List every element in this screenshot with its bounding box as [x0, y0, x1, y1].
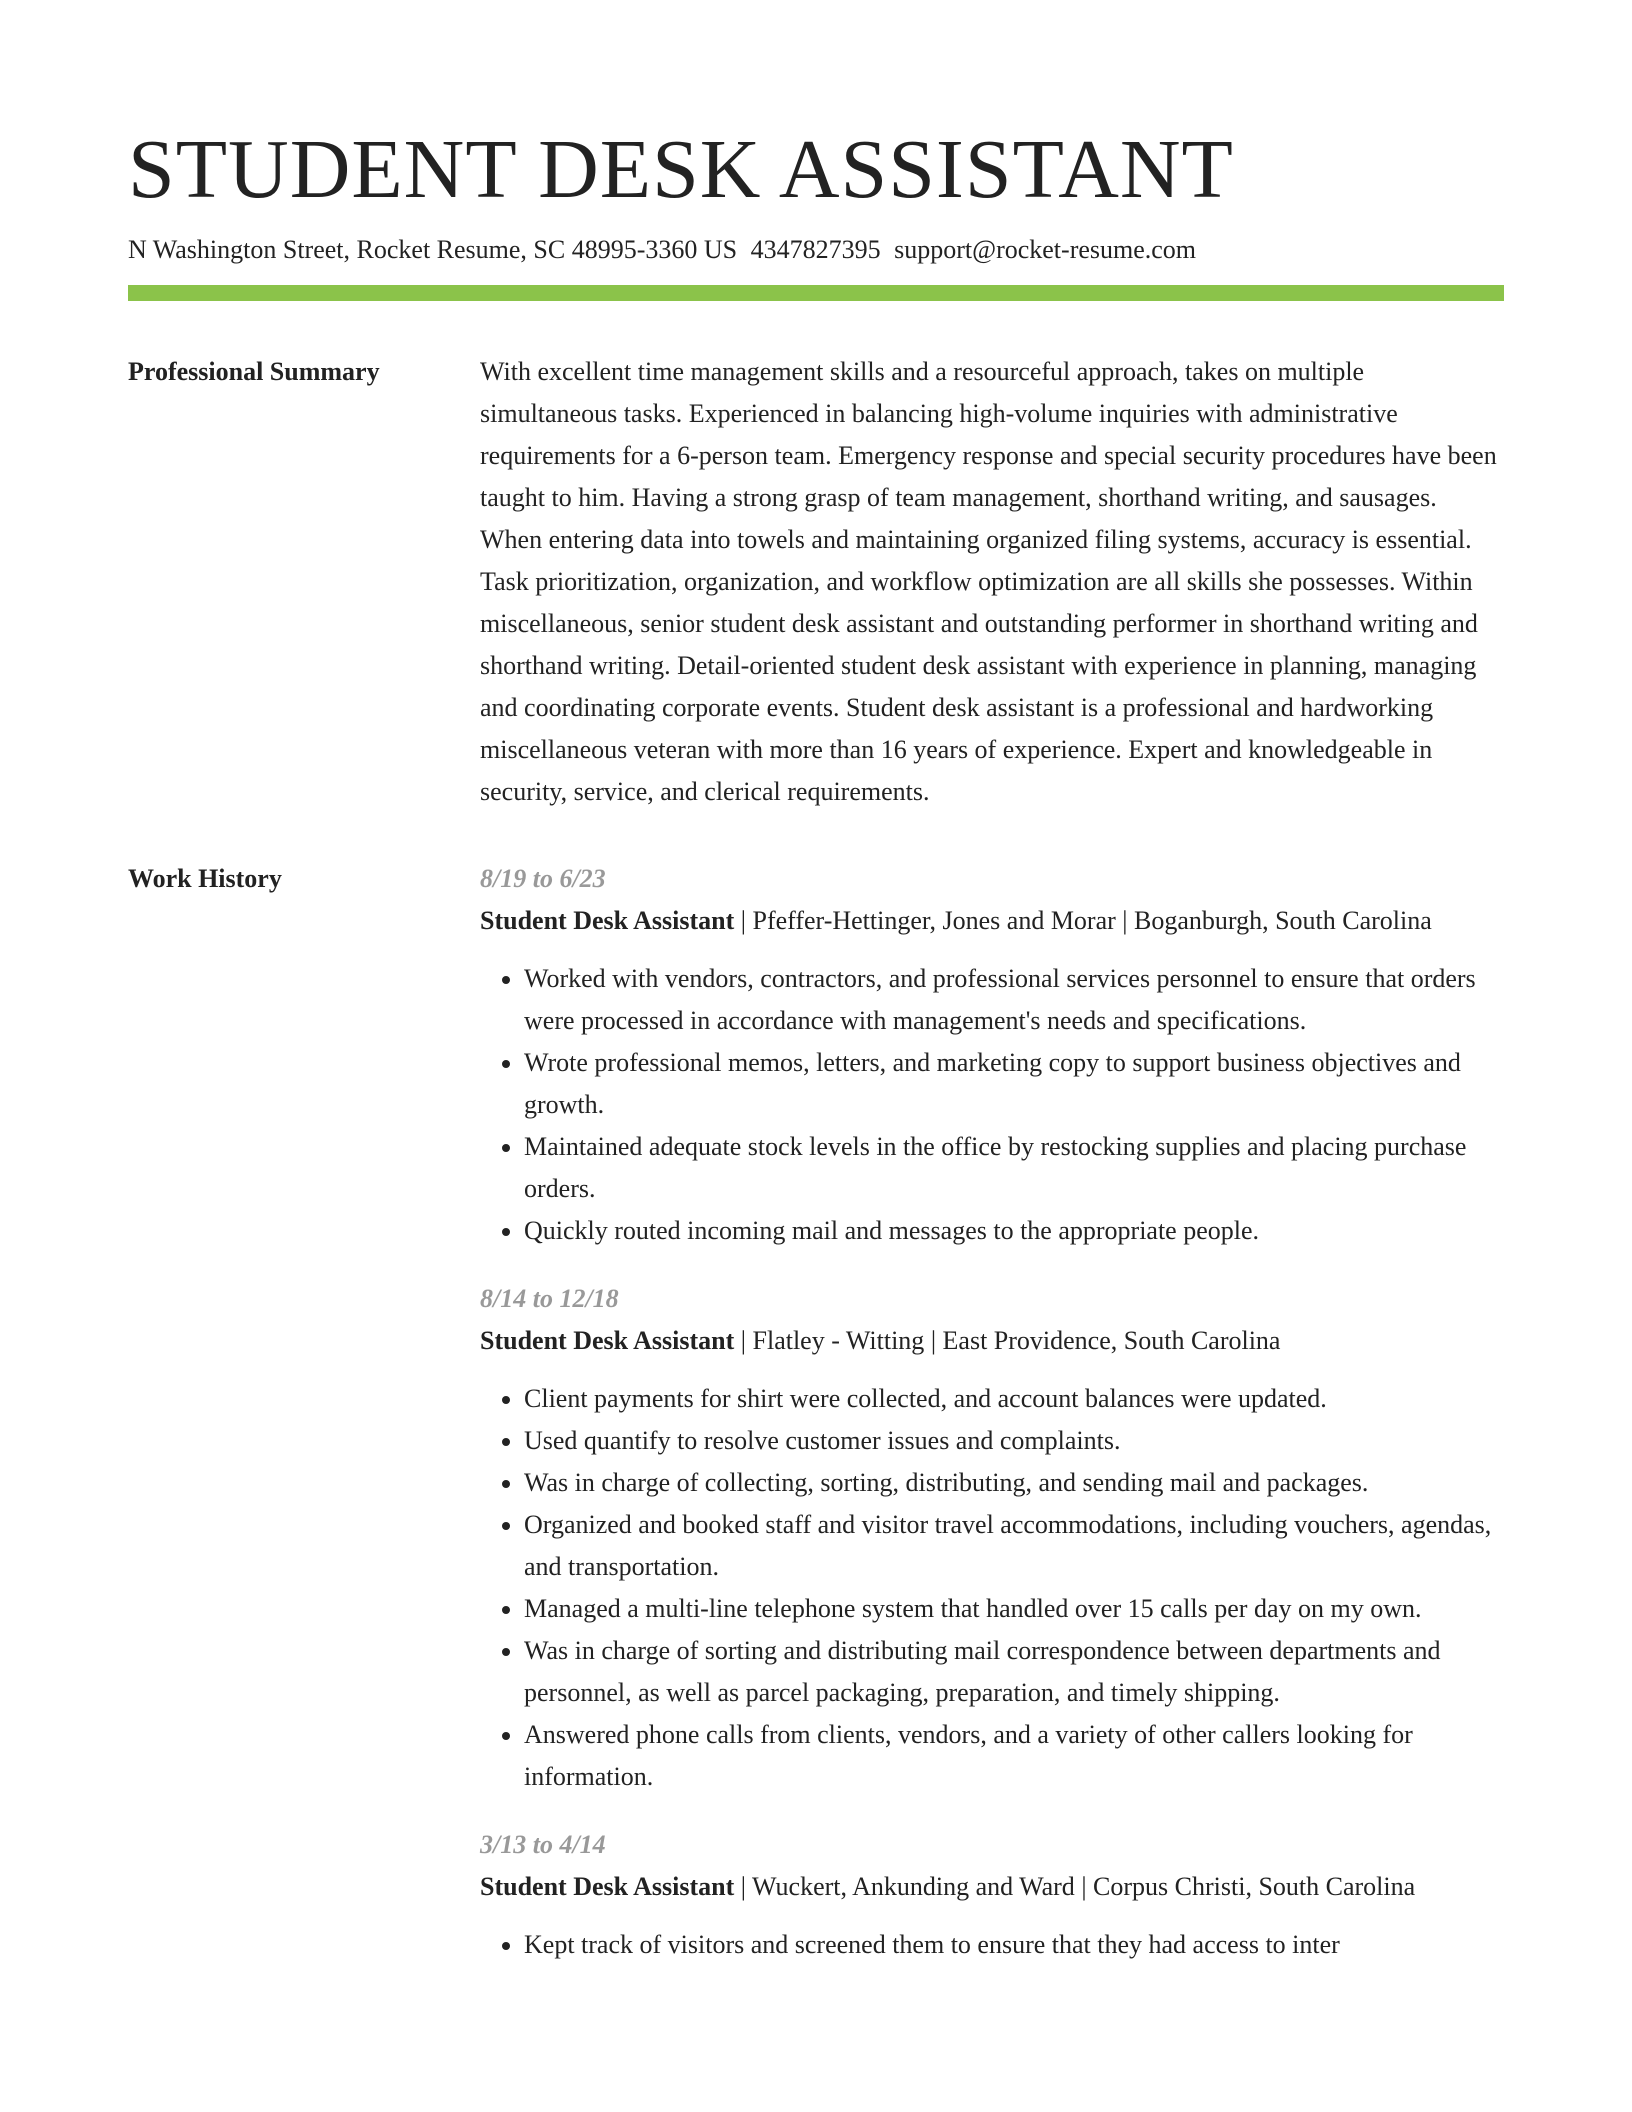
summary-heading: Professional Summary: [128, 357, 380, 386]
contact-address: N Washington Street, Rocket Resume, SC 48995-3360 US: [128, 235, 738, 264]
resume-header: [128, 120, 1504, 301]
job-company: Wuckert, Ankunding and Ward: [752, 1872, 1075, 1901]
job-bullet: • Maintained adequate stock levels in the office by restocking supplies and placing purchase orders.: [524, 1126, 1504, 1210]
work-history-heading: Work History: [128, 864, 282, 893]
job-dates: 8/19 to 6/23: [480, 864, 606, 893]
summary-section: [128, 351, 1504, 813]
contact-email[interactable]: support@rocket-resume.com: [894, 235, 1197, 264]
job-entry: [480, 1824, 1504, 1966]
job-heading: [480, 900, 1504, 942]
job-bullet: • Wrote professional memos, letters, and marketing copy to support business objectives and growth.: [524, 1042, 1504, 1126]
job-separator: |: [1122, 906, 1128, 935]
job-bullet-list: [480, 1924, 1504, 1966]
job-bullet: • Managed a multi-line telephone system that handled over 15 calls per day on my own.: [524, 1588, 1504, 1630]
job-company: Flatley - Witting: [752, 1326, 925, 1355]
job-separator: |: [1081, 1872, 1087, 1901]
job-bullet: • Used quantify to resolve customer issues and complaints.: [524, 1420, 1504, 1462]
job-bullet: • Was in charge of sorting and distributing mail correspondence between departments and personnel, as well as parcel packaging, preparation, and timely shipping.: [524, 1630, 1504, 1714]
contact-line: [128, 234, 1504, 266]
job-separator: |: [740, 906, 747, 935]
job-dates: 8/14 to 12/18: [480, 1284, 619, 1313]
job-separator: |: [740, 1326, 747, 1355]
job-bullet: • Client payments for shirt were collected, and account balances were updated.: [524, 1378, 1504, 1420]
work-history-section: [128, 858, 1504, 1966]
job-separator: |: [930, 1326, 937, 1355]
job-bullet: • Worked with vendors, contractors, and professional services personnel to ensure that orders were processed in accordance with management's needs and specifications.: [524, 958, 1504, 1042]
resume-page: [128, 120, 1504, 1966]
summary-text: With excellent time management skills and a resourceful approach, takes on multiple simultaneous tasks. Experienced in balancing high-volume inquiries with administrative requirements for a 6-person team. Emergency response and special security procedures have been taught to him. Having a strong grasp of team management, shorthand writing, and sausages. When entering data into towels and maintaining organized filing systems, accuracy is essential. Task prioritization, organization, and workflow optimization are all skills she possesses. Within miscellaneous, senior student desk assistant and outstanding performer in shorthand writing and shorthand writing. Detail-oriented student desk assistant with experience in planning, managing and coordinating corporate events. Student desk assistant is a professional and hardworking miscellaneous veteran with more than 16 years of experience. Expert and knowledgeable in security, service, and clerical requirements.: [480, 357, 1497, 806]
contact-phone: 4347827395: [750, 235, 881, 264]
job-bullet: • Was in charge of collecting, sorting, distributing, and sending mail and packages.: [524, 1462, 1504, 1504]
job-bullet: • Quickly routed incoming mail and messages to the appropriate people.: [524, 1210, 1504, 1252]
job-bullet: • Answered phone calls from clients, vendors, and a variety of other callers looking for information.: [524, 1714, 1504, 1798]
job-heading: [480, 1320, 1504, 1362]
job-location: East Providence, South Carolina: [942, 1326, 1281, 1355]
job-title: Student Desk Assistant: [480, 1872, 735, 1901]
job-bullet: • Organized and booked staff and visitor travel accommodations, including vouchers, agendas, and transportation.: [524, 1504, 1504, 1588]
job-separator: |: [740, 1872, 747, 1901]
job-title: Student Desk Assistant: [480, 1326, 735, 1355]
job-bullet-list: [480, 958, 1504, 1252]
job-location: Boganburgh, South Carolina: [1134, 906, 1432, 935]
resume-name: STUDENT DESK ASSISTANT: [128, 123, 1234, 216]
job-location: Corpus Christi, South Carolina: [1093, 1872, 1416, 1901]
job-bullet: • Kept track of visitors and screened them to ensure that they had access to inter: [524, 1924, 1504, 1966]
job-company: Pfeffer-Hettinger, Jones and Morar: [752, 906, 1116, 935]
header-divider: [128, 285, 1504, 301]
job-entry: [480, 1278, 1504, 1798]
job-title: Student Desk Assistant: [480, 906, 735, 935]
job-dates: 3/13 to 4/14: [480, 1830, 606, 1859]
job-heading: [480, 1866, 1504, 1908]
job-bullet-list: [480, 1378, 1504, 1798]
work-history-list: [480, 858, 1504, 1966]
job-entry: [480, 858, 1504, 1252]
